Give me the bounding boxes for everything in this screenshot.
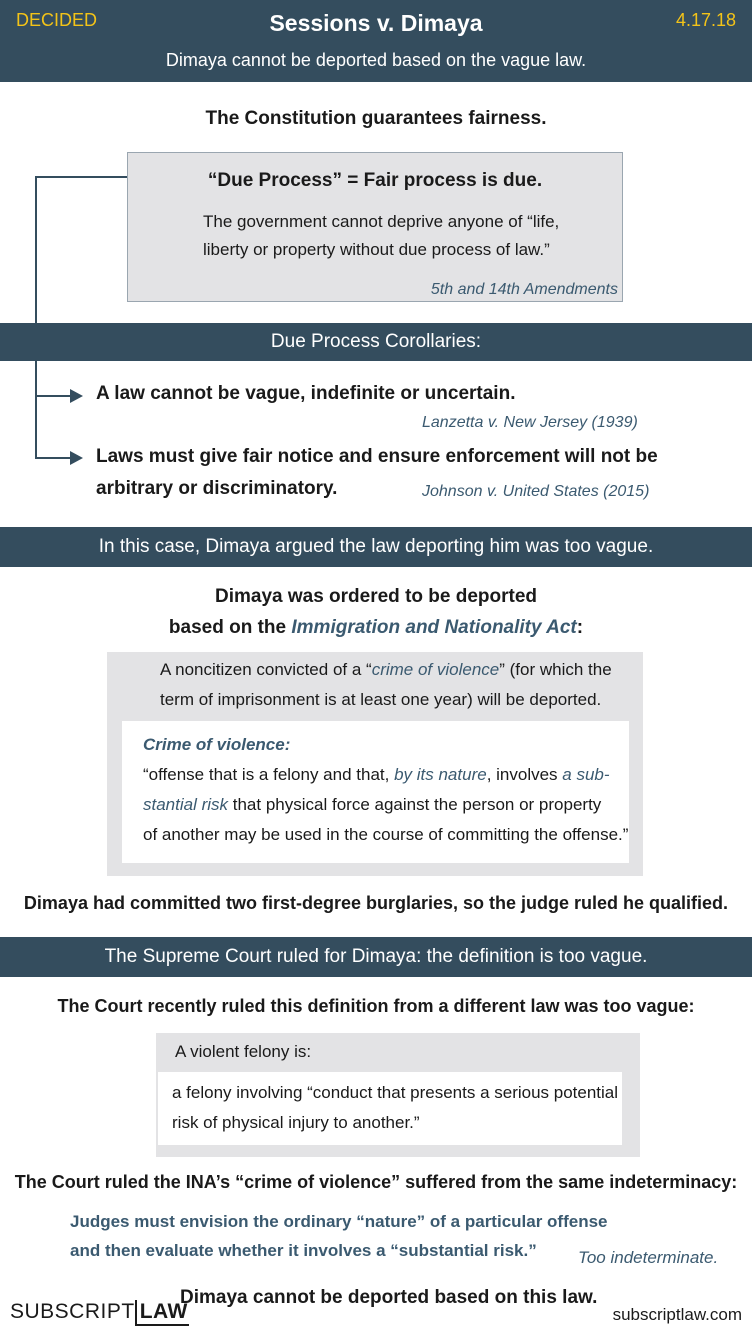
def-2b: that physical force against the person or property: [228, 795, 602, 814]
connector-horizontal-top: [35, 176, 128, 178]
corollary-1-citation: Lanzetta v. New Jersey (1939): [422, 414, 638, 431]
arrow-2-head: [70, 451, 83, 465]
violent-felony-line-2: risk of physical injury to another.”: [172, 1113, 420, 1132]
noncitizen-prefix: A noncitizen convicted of a “: [160, 660, 372, 679]
noncitizen-line-2: term of imprisonment is at least one year) will be deported.: [160, 690, 602, 709]
arrow-1-head: [70, 389, 83, 403]
ordered-line-1: Dimaya was ordered to be deported: [214, 586, 538, 607]
ordered-prefix: based on the: [168, 617, 292, 638]
corollaries-bar: Due Process Corollaries:: [0, 323, 752, 361]
ina-indeterminacy: The Court ruled the INA’s “crime of violence” suffered from the same indeterminacy:: [14, 1172, 738, 1192]
arrow-1-shaft: [35, 395, 71, 397]
definition-label: Crime of violence:: [143, 735, 291, 754]
arrow-2-shaft: [35, 457, 71, 459]
act-name: Immigration and Nationality Act: [291, 617, 577, 638]
too-indeterminate: Too indeterminate.: [578, 1248, 719, 1267]
corollary-2-citation: Johnson v. United States (2015): [422, 483, 650, 500]
due-process-quote-2: liberty or property without due process of law.”: [203, 240, 550, 259]
site-url[interactable]: subscriptlaw.com: [612, 1305, 742, 1324]
logo-text-law: LAW: [135, 1300, 189, 1326]
ordered-suffix: :: [576, 617, 584, 638]
status-label: DECIDED: [16, 10, 98, 30]
recent-ruling: The Court recently ruled this definition from a different law was too vague:: [57, 996, 695, 1016]
header-subtitle: Dimaya cannot be deported based on the vague law.: [165, 50, 587, 70]
definition-line-1: [143, 765, 610, 785]
page-title: Sessions v. Dimaya: [269, 10, 483, 36]
corollary-2-line-1: Laws must give fair notice and ensure enforcement will not be: [96, 446, 658, 467]
definition-line-3: of another may be used in the course of committing the offense.”: [143, 825, 629, 844]
def-1c: , involves: [486, 765, 563, 784]
decision-date: 4.17.18: [675, 10, 736, 30]
connector-vertical: [35, 176, 37, 458]
due-process-title: “Due Process” = Fair process is due.: [207, 170, 543, 191]
noncitizen-suffix: ” (for which the: [499, 660, 612, 679]
ruling-bar: The Supreme Court ruled for Dimaya: the definition is too vague.: [0, 937, 752, 977]
def-2a: stantial risk: [143, 795, 229, 814]
violent-felony-label: A violent felony is:: [175, 1042, 312, 1061]
crime-term: crime of violence: [371, 660, 500, 679]
logo-text-subscript: SUBSCRIPT: [10, 1300, 135, 1323]
judges-line-1: Judges must envision the ordinary “nature” of a particular offense: [70, 1212, 608, 1231]
due-process-quote-1: The government cannot deprive anyone of “life,: [203, 212, 560, 231]
amendments-citation: 5th and 14th Amendments: [430, 281, 618, 298]
def-1d: a sub-: [562, 765, 610, 784]
case-bar: In this case, Dimaya argued the law deporting him was too vague.: [0, 527, 752, 567]
constitution-heading: The Constitution guarantees fairness.: [205, 108, 547, 129]
def-1a: “offense that is a felony and that,: [143, 765, 395, 784]
corollary-2-line-2: arbitrary or discriminatory.: [96, 478, 338, 499]
judges-line-2: and then evaluate whether it involves a “substantial risk.”: [70, 1241, 537, 1260]
definition-line-2: [143, 795, 601, 815]
ordered-line-2: [0, 617, 752, 639]
corollary-1: A law cannot be vague, indefinite or uncertain.: [96, 383, 516, 404]
conclusion: Dimaya cannot be deported based on this law.: [180, 1287, 598, 1308]
violent-felony-line-1: a felony involving “conduct that presents a serious potential: [172, 1083, 619, 1102]
qualified-statement: Dimaya had committed two first-degree burglaries, so the judge ruled he qualified.: [23, 893, 729, 913]
noncitizen-line-1: [160, 660, 612, 680]
def-1b: by its nature: [394, 765, 487, 784]
subscriptlaw-logo: [10, 1300, 189, 1324]
